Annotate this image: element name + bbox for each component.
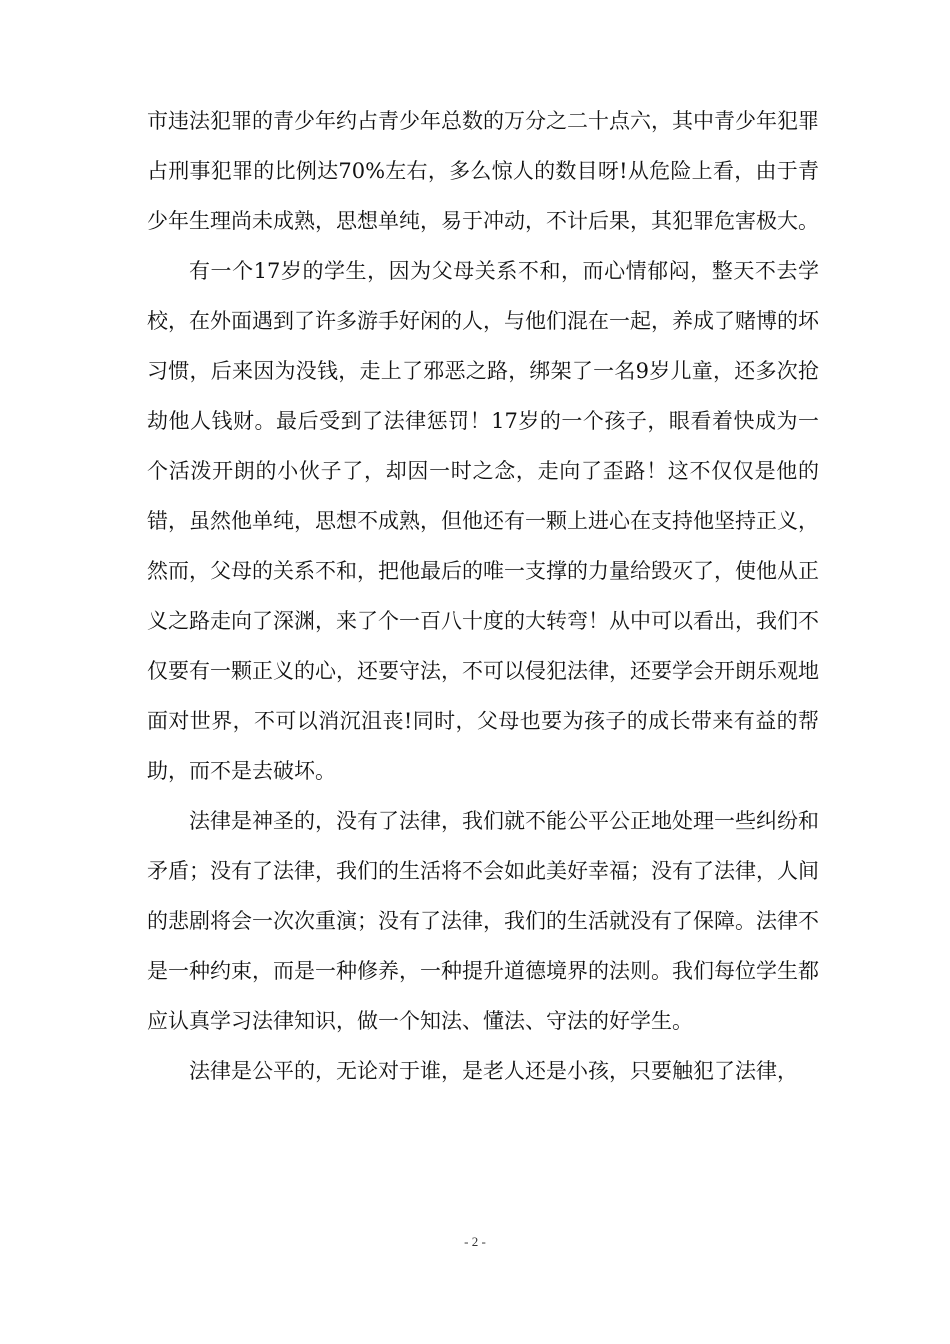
paragraph-3: 法律是神圣的，没有了法律，我们就不能公平公正地处理一些纠纷和矛盾；没有了法律，我们的生活将不会如此美好幸福；没有了法律，人间的悲剧将会一次次重演；没有了法律，我们的生活就没有了保障。法律不是一种约束，而是一种修养，一种提升道德境界的法则。我们每位学生都应认真学习法律知识，做一个知法、懂法、守法的好学生。 xyxy=(147,809,819,1033)
paragraph-4: 法律是公平的，无论对于谁，是老人还是小孩，只要触犯了法律， xyxy=(189,1059,798,1083)
paragraph-1: 市违法犯罪的青少年约占青少年总数的万分之二十点六，其中青少年犯罪占刑事犯罪的比例达70%左右，多么惊人的数目呀!从危险上看，由于青少年生理尚未成熟，思想单纯，易于冲动，不计后果，其犯罪危害极大。 xyxy=(147,109,819,233)
paragraph-2: 有一个17岁的学生，因为父母关系不和，而心情郁闷，整天不去学校，在外面遇到了许多游手好闲的人，与他们混在一起，养成了赌博的坏习惯，后来因为没钱，走上了邪恶之路，绑架了一名9岁儿童，还多次抢劫他人钱财。最后受到了法律惩罚！17岁的一个孩子，眼看着快成为一个活泼开朗的小伙子了，却因一时之念，走向了歪路！这不仅仅是他的错，虽然他单纯，思想不成熟，但他还有一颗上进心在支持他坚持正义，然而，父母的关系不和，把他最后的唯一支撑的力量给毁灭了，使他从正义之路走向了深渊，来了个一百八十度的大转弯！从中可以看出，我们不仅要有一颗正义的心，还要守法，不可以侵犯法律，还要学会开朗乐观地面对世界，不可以消沉沮丧!同时，父母也要为孩子的成长带来有益的帮助，而不是去破坏。 xyxy=(147,259,819,783)
page-number: - 2 - xyxy=(464,1234,486,1249)
document-body xyxy=(147,96,819,1096)
